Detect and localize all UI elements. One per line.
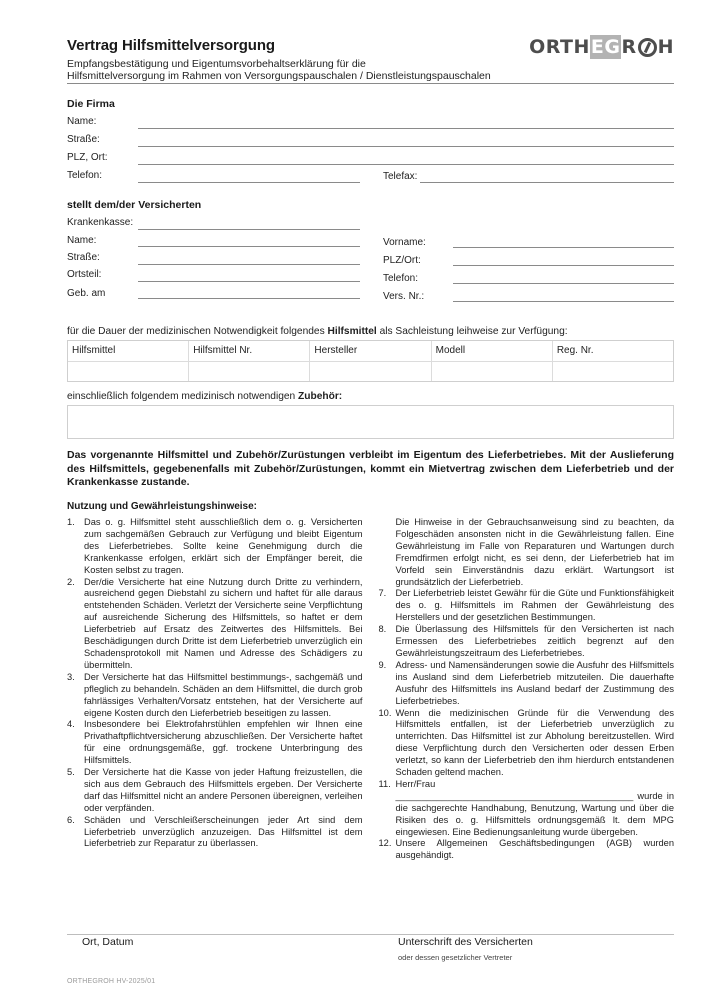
page-subtitle	[67, 58, 667, 82]
list-item	[379, 708, 675, 779]
firma-telefon-label: Telefon:	[67, 170, 103, 181]
term-number: 7.	[378, 588, 387, 599]
firma-plz-ort-field[interactable]	[138, 164, 674, 165]
logo-o-symbol-icon	[638, 38, 657, 57]
vorname-field[interactable]	[453, 247, 674, 248]
list-item	[379, 779, 675, 839]
list-item	[67, 517, 363, 577]
cell-hersteller[interactable]	[309, 362, 430, 381]
term-text: Schäden und Verschleißerscheinungen jeder Art sind dem Lieferbetrieb unverzüglich anzuzeigen. Das Hilfsmittel ist dem Lieferbetrieb zur Reparatur zu überlassen.	[84, 814, 363, 849]
table-header-row	[68, 341, 673, 361]
krankenkasse-field[interactable]	[138, 229, 360, 230]
list-item	[67, 815, 363, 851]
term-text: Die Überlassung des Hilfsmittels für den Versicherten ist nach Ermessen des Lieferbetriebes zeitlich begrenzt auf den Gewährleistungszeitraum des Lieferbetriebes.	[395, 624, 674, 658]
terms-column-left	[67, 517, 363, 862]
vers-nr-field[interactable]	[453, 301, 674, 302]
vorname-label: Vorname:	[383, 237, 426, 248]
zubehoer-intro	[67, 391, 342, 402]
versicherter-plz-ort-label: PLZ/Ort:	[383, 255, 421, 266]
company-logo	[529, 35, 674, 59]
term-text: Herr/Frau ______________________________________________ wurde in die sachgerechte Handhabung, Benutzung, Wartung und über die Risiken des o. g. Hilfsmittels ordnungsgemäß lt. dem MPG eingewiesen. Eine Bedienungsanleitung wurde übergeben.	[395, 778, 674, 837]
list-item	[67, 577, 363, 672]
terms-list-left	[67, 517, 363, 850]
list-item	[379, 838, 675, 862]
term-number: 9.	[378, 659, 387, 670]
firma-name-field[interactable]	[138, 128, 674, 129]
terms-column-right	[379, 517, 675, 862]
hilfsmittel-intro-bold: Hilfsmittel	[327, 326, 377, 337]
cell-reg-nr[interactable]	[552, 362, 673, 381]
firma-strasse-label: Straße:	[67, 134, 100, 145]
logo-text-r: R	[621, 36, 637, 58]
ortsteil-label: Ortsteil:	[67, 269, 102, 280]
term-text: Unsere Allgemeinen Geschäftsbedingungen (AGB) wurden ausgehändigt.	[395, 838, 674, 861]
ortsteil-field[interactable]	[138, 281, 360, 282]
term-text: Das o. g. Hilfsmittel steht ausschließlich dem o. g. Versicherten zum sachgemäßen Gebrauch zur Verfügung und bleibt Eigentum des Lieferbetriebes. Sollte keine Genehmigung durch die Krankenkasse erfolgen, erklärt sich der Empfänger bereit, die Kosten selbst zu tragen.	[84, 517, 363, 575]
unterschrift-label: Unterschrift des Versicherten	[398, 936, 533, 948]
column-header-hersteller: Hersteller	[309, 341, 430, 361]
firma-name-label: Name:	[67, 116, 97, 127]
hilfsmittel-intro-after: als Sachleistung leihweise zur Verfügung:	[376, 326, 568, 337]
logo-text-h: H	[657, 36, 674, 58]
cell-modell[interactable]	[431, 362, 552, 381]
firma-plz-ort-label: PLZ, Ort:	[67, 152, 108, 163]
ort-datum-label: Ort, Datum	[82, 936, 134, 948]
firma-strasse-field[interactable]	[138, 146, 674, 147]
versicherter-strasse-field[interactable]	[138, 264, 360, 265]
term-number: 6.	[67, 814, 75, 825]
geburtsdatum-field[interactable]	[138, 298, 360, 299]
firma-telefon-field[interactable]	[138, 182, 360, 183]
term-text: Adress- und Namensänderungen sowie die Ausfuhr des Hilfsmittels ins Ausland sind dem Lieferbetrieb mitzuteilen. Die dauerhafte Ausfuhr des Hilfsmittels ins Ausland bedarf der Zustimmung des Lieferbetriebes.	[395, 659, 674, 706]
signature-line[interactable]	[67, 934, 674, 935]
eigentum-paragraph: Das vorgenannte Hilfsmittel und Zubehör/Zurüstungen verbleibt im Eigentum des Lieferbetriebes. Mit der Auslieferung des Hilfsmittels, gegebenenfalls mit Zubehör/Zurüstungen, kommt ein Mietvertrag zwischen dem Lieferbetrieb und der Krankenkasse zustande.	[67, 449, 674, 488]
hilfsmittel-table	[67, 340, 674, 382]
term-number: 5.	[67, 767, 75, 778]
hilfsmittel-intro-before: für die Dauer der medizinischen Notwendigkeit folgendes	[67, 326, 328, 337]
term-number: 2.	[67, 576, 75, 587]
geburtsdatum-label: Geb. am	[67, 288, 106, 299]
krankenkasse-label: Krankenkasse:	[67, 217, 134, 228]
subtitle-line-1: Empfangsbestätigung und Eigentumsvorbehaltserklärung für die	[67, 58, 366, 70]
firma-telefax-field[interactable]	[420, 182, 674, 183]
zubehoer-field[interactable]	[67, 405, 674, 439]
column-header-hilfsmittel: Hilfsmittel	[72, 345, 116, 356]
zubehoer-intro-before: einschließlich folgendem medizinisch notwendigen	[67, 391, 299, 402]
list-item	[379, 588, 675, 624]
nutzung-heading: Nutzung und Gewährleistungshinweise:	[67, 501, 258, 512]
logo-text-orth: ORTH	[529, 36, 590, 58]
term-text: Insbesondere bei Elektrofahrstühlen empfehlen wir Ihnen eine Privathaftpflichtversicherung abzuschließen. Der Versicherte haftet für eine ordnungsgemäße, ggf. trockene Unterbringung des Hilfsmittels.	[84, 719, 363, 766]
page-title: Vertrag Hilfsmittelversorgung	[67, 37, 275, 54]
term-text: Der Lieferbetrieb leistet Gewähr für die Güte und Funktionsfähigkeit des o. g. Hilfsmittels im Rahmen der Gewährleistung des Herstellers und der gesetzlichen Bestimmungen.	[395, 588, 674, 623]
term-text: Der/die Versicherte hat eine Nutzung durch Dritte zu verhindern, ausreichend gegen Diebstahl zu sichern und haftet für alle daraus entstehenden Schäden. Verletzt der Versicherte seine Verpflichtung auf ausreichende Sicherung des Hilfsmittels, so haftet er dem Lieferbetrieb auf Ersatz des Zeitwertes des Hilfsmittels. Bei Beschädigungen durch Dritte ist dem Lieferbetrieb unverzüglich ein Schadensprotokoll mit Namen und Adresse des Schädigers zu übermitteln.	[84, 576, 363, 670]
zubehoer-intro-bold: Zubehör:	[298, 391, 343, 402]
term-number: 8.	[378, 624, 387, 635]
list-item	[379, 624, 675, 660]
hilfsmittel-intro	[67, 326, 568, 337]
versicherter-heading: stellt dem/der Versicherten	[67, 199, 202, 211]
cell-hilfsmittel-nr[interactable]	[188, 362, 309, 381]
term-number: 11.	[378, 778, 391, 789]
subtitle-line-2: Hilfsmittelversorgung im Rahmen von Versorgungspauschalen / Dienstleistungspauschalen	[67, 70, 491, 82]
logo-text-eg: EG	[590, 36, 621, 58]
cell-hilfsmittel[interactable]	[68, 362, 188, 381]
vers-nr-label: Vers. Nr.:	[383, 291, 425, 302]
versicherter-strasse-label: Straße:	[67, 252, 100, 263]
term-text: Wenn die medizinischen Gründe für die Verwendung des Hilfsmittels entfallen, ist der Lieferbetrieb unverzüglich zu unterrichten. Das Hilfsmittel ist zur Abholung bereitzustellen. Wird diese Verpflichtung durch den Versicherten oder dessen Erben verletzt, so kann der Lieferbetrieb den ihm hierdurch entstandenen Schaden geltend machen.	[395, 707, 674, 778]
versicherter-telefon-label: Telefon:	[383, 273, 419, 284]
term-number: 10.	[378, 707, 392, 718]
versicherter-plz-ort-field[interactable]	[453, 265, 674, 266]
header-divider	[67, 83, 674, 84]
term-number: 4.	[67, 719, 75, 730]
table-row	[68, 361, 673, 381]
column-header-reg-nr: Reg. Nr.	[552, 341, 673, 361]
firma-telefax-label: Telefax:	[383, 171, 418, 182]
term-number: 3.	[67, 671, 75, 682]
versicherter-name-field[interactable]	[138, 246, 360, 247]
term-number: 12.	[378, 838, 392, 849]
versicherter-name-label: Name:	[67, 235, 97, 246]
term-text: Der Versicherte hat das Hilfsmittel bestimmungs-, sachgemäß und pfleglich zu behandeln. Schäden an dem Hilfsmittel, die durch grob fahrlässiges Verhalten/Vorsatz entstehen, hat der Versicherte auf eigene Kosten durch den Lieferbetrieb beseitigen zu lassen.	[84, 671, 363, 718]
list-item	[67, 719, 363, 767]
column-header-modell: Modell	[431, 341, 552, 361]
unterschrift-sublabel: oder dessen gesetzlicher Vertreter	[398, 953, 513, 962]
terms-columns	[67, 517, 674, 862]
column-header-hilfsmittel-nr: Hilfsmittel Nr.	[188, 341, 309, 361]
term-text: Der Versicherte hat die Kasse von jeder Haftung freizustellen, die sich aus dem Gebrauch des Hilfsmittels ergeben. Der Versicherte darf das Hilfsmittel nicht an andere Personen übereignen, verleihen oder verpfänden.	[84, 767, 363, 813]
list-item	[67, 767, 363, 815]
footer-form-code: ORTHEGROH HV-2025/01	[67, 978, 156, 985]
term-number: 1.	[67, 517, 75, 527]
terms-list-right	[379, 588, 675, 862]
term-6-continuation: Die Hinweise in der Gebrauchsanweisung sind zu beachten, da Folgeschäden ansonsten nicht in die Gewährleistung fallen. Eine Gewährleistung im Falle von Reparaturen und Wartungen durch Fremdfirmen erfolgt nicht, es sei denn, der Lieferbetrieb hat im Vorfeld sein Einverständnis dazu erklärt. Wartungsort ist grundsätzlich der Lieferbetrieb.	[395, 517, 674, 587]
versicherter-telefon-field[interactable]	[453, 283, 674, 284]
list-item	[67, 672, 363, 720]
firma-heading: Die Firma	[67, 98, 115, 110]
list-item	[379, 660, 675, 708]
